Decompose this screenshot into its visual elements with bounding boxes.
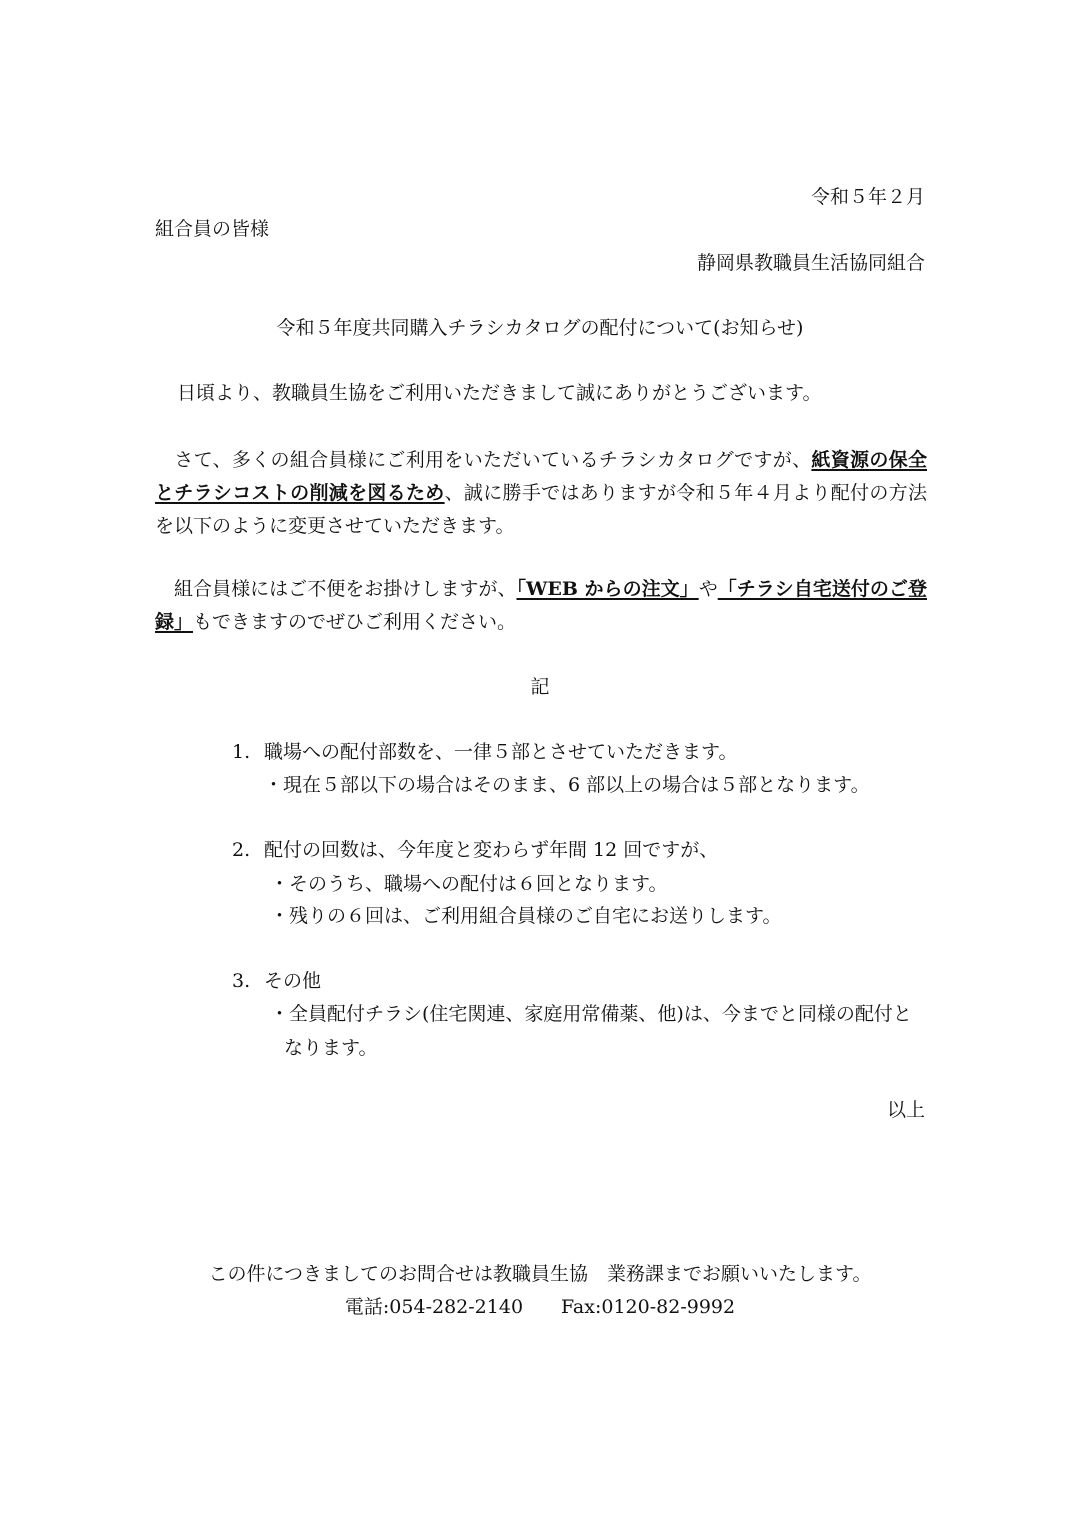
item-1-text: 職場への配付部数を、一律５部とさせていただきます。: [264, 741, 738, 763]
item-3-number: 3.: [232, 970, 251, 992]
item-2-sub-2: ・残りの６回は、ご利用組合員様のご自宅にお送りします。: [270, 905, 782, 927]
item-3-text: その他: [264, 970, 322, 992]
paragraph2-text-before: 組合員様にはご不便をお掛けしますが、: [174, 578, 517, 600]
addressee: 組合員の皆様: [155, 218, 270, 240]
item-2-text: 配付の回数は、今年度と変わらず年間 12 回ですが、: [264, 839, 719, 861]
ki-heading: 記: [530, 676, 550, 698]
paragraph-change-notice: [155, 444, 927, 543]
phone-fax: 電話:054-282-2140 Fax:0120-82-9992: [344, 1296, 736, 1318]
document-title: 令和５年度共同購入チラシカタログの配付について(お知らせ): [276, 317, 804, 339]
closing-ijou: 以上: [886, 1099, 925, 1121]
item-2-number: 2.: [232, 839, 251, 861]
item-3-sub-1: ・全員配付チラシ(住宅関連、家庭用常備薬、他)は、今までと同様の配付となります。: [270, 1003, 912, 1059]
paragraph2-text-after: もできますのでぜひご利用ください。: [193, 611, 517, 633]
paragraph1-text-before: さて、多くの組合員様にご利用をいただいているチラシカタログですが、: [174, 449, 812, 471]
item-2-sub-1: ・そのうち、職場への配付は６回となります。: [270, 873, 668, 895]
paragraph1-text-after: 、誠に勝手ではありますが令和５年４月より配付の方法を以下のように変更させていただきます。: [155, 482, 927, 537]
paragraph1-emphasis: 紙資源の保全とチラシコストの削減を図るため: [155, 449, 927, 504]
greeting-paragraph: 日頃より、教職員生協をご利用いただきまして誠にありがとうございます。: [177, 382, 822, 404]
item-1-number: 1.: [232, 741, 251, 763]
home-delivery-emphasis: 「チラシ自宅送付のご登録」: [155, 578, 927, 633]
web-order-emphasis: 「WEB からの注文」: [516, 578, 699, 600]
contact-note: この件につきましてのお問合せは教職員生協 業務課までお願いいたします。: [208, 1263, 872, 1285]
paragraph-alternatives: [155, 573, 927, 639]
item-1-sub-1: ・現在５部以下の場合はそのまま、6 部以上の場合は５部となります。: [264, 774, 870, 796]
sender-organization: 静岡県教職員生活協同組合: [696, 252, 925, 274]
paragraph2-text-middle: や: [698, 578, 718, 600]
document-date: 令和５年２月: [810, 186, 925, 208]
